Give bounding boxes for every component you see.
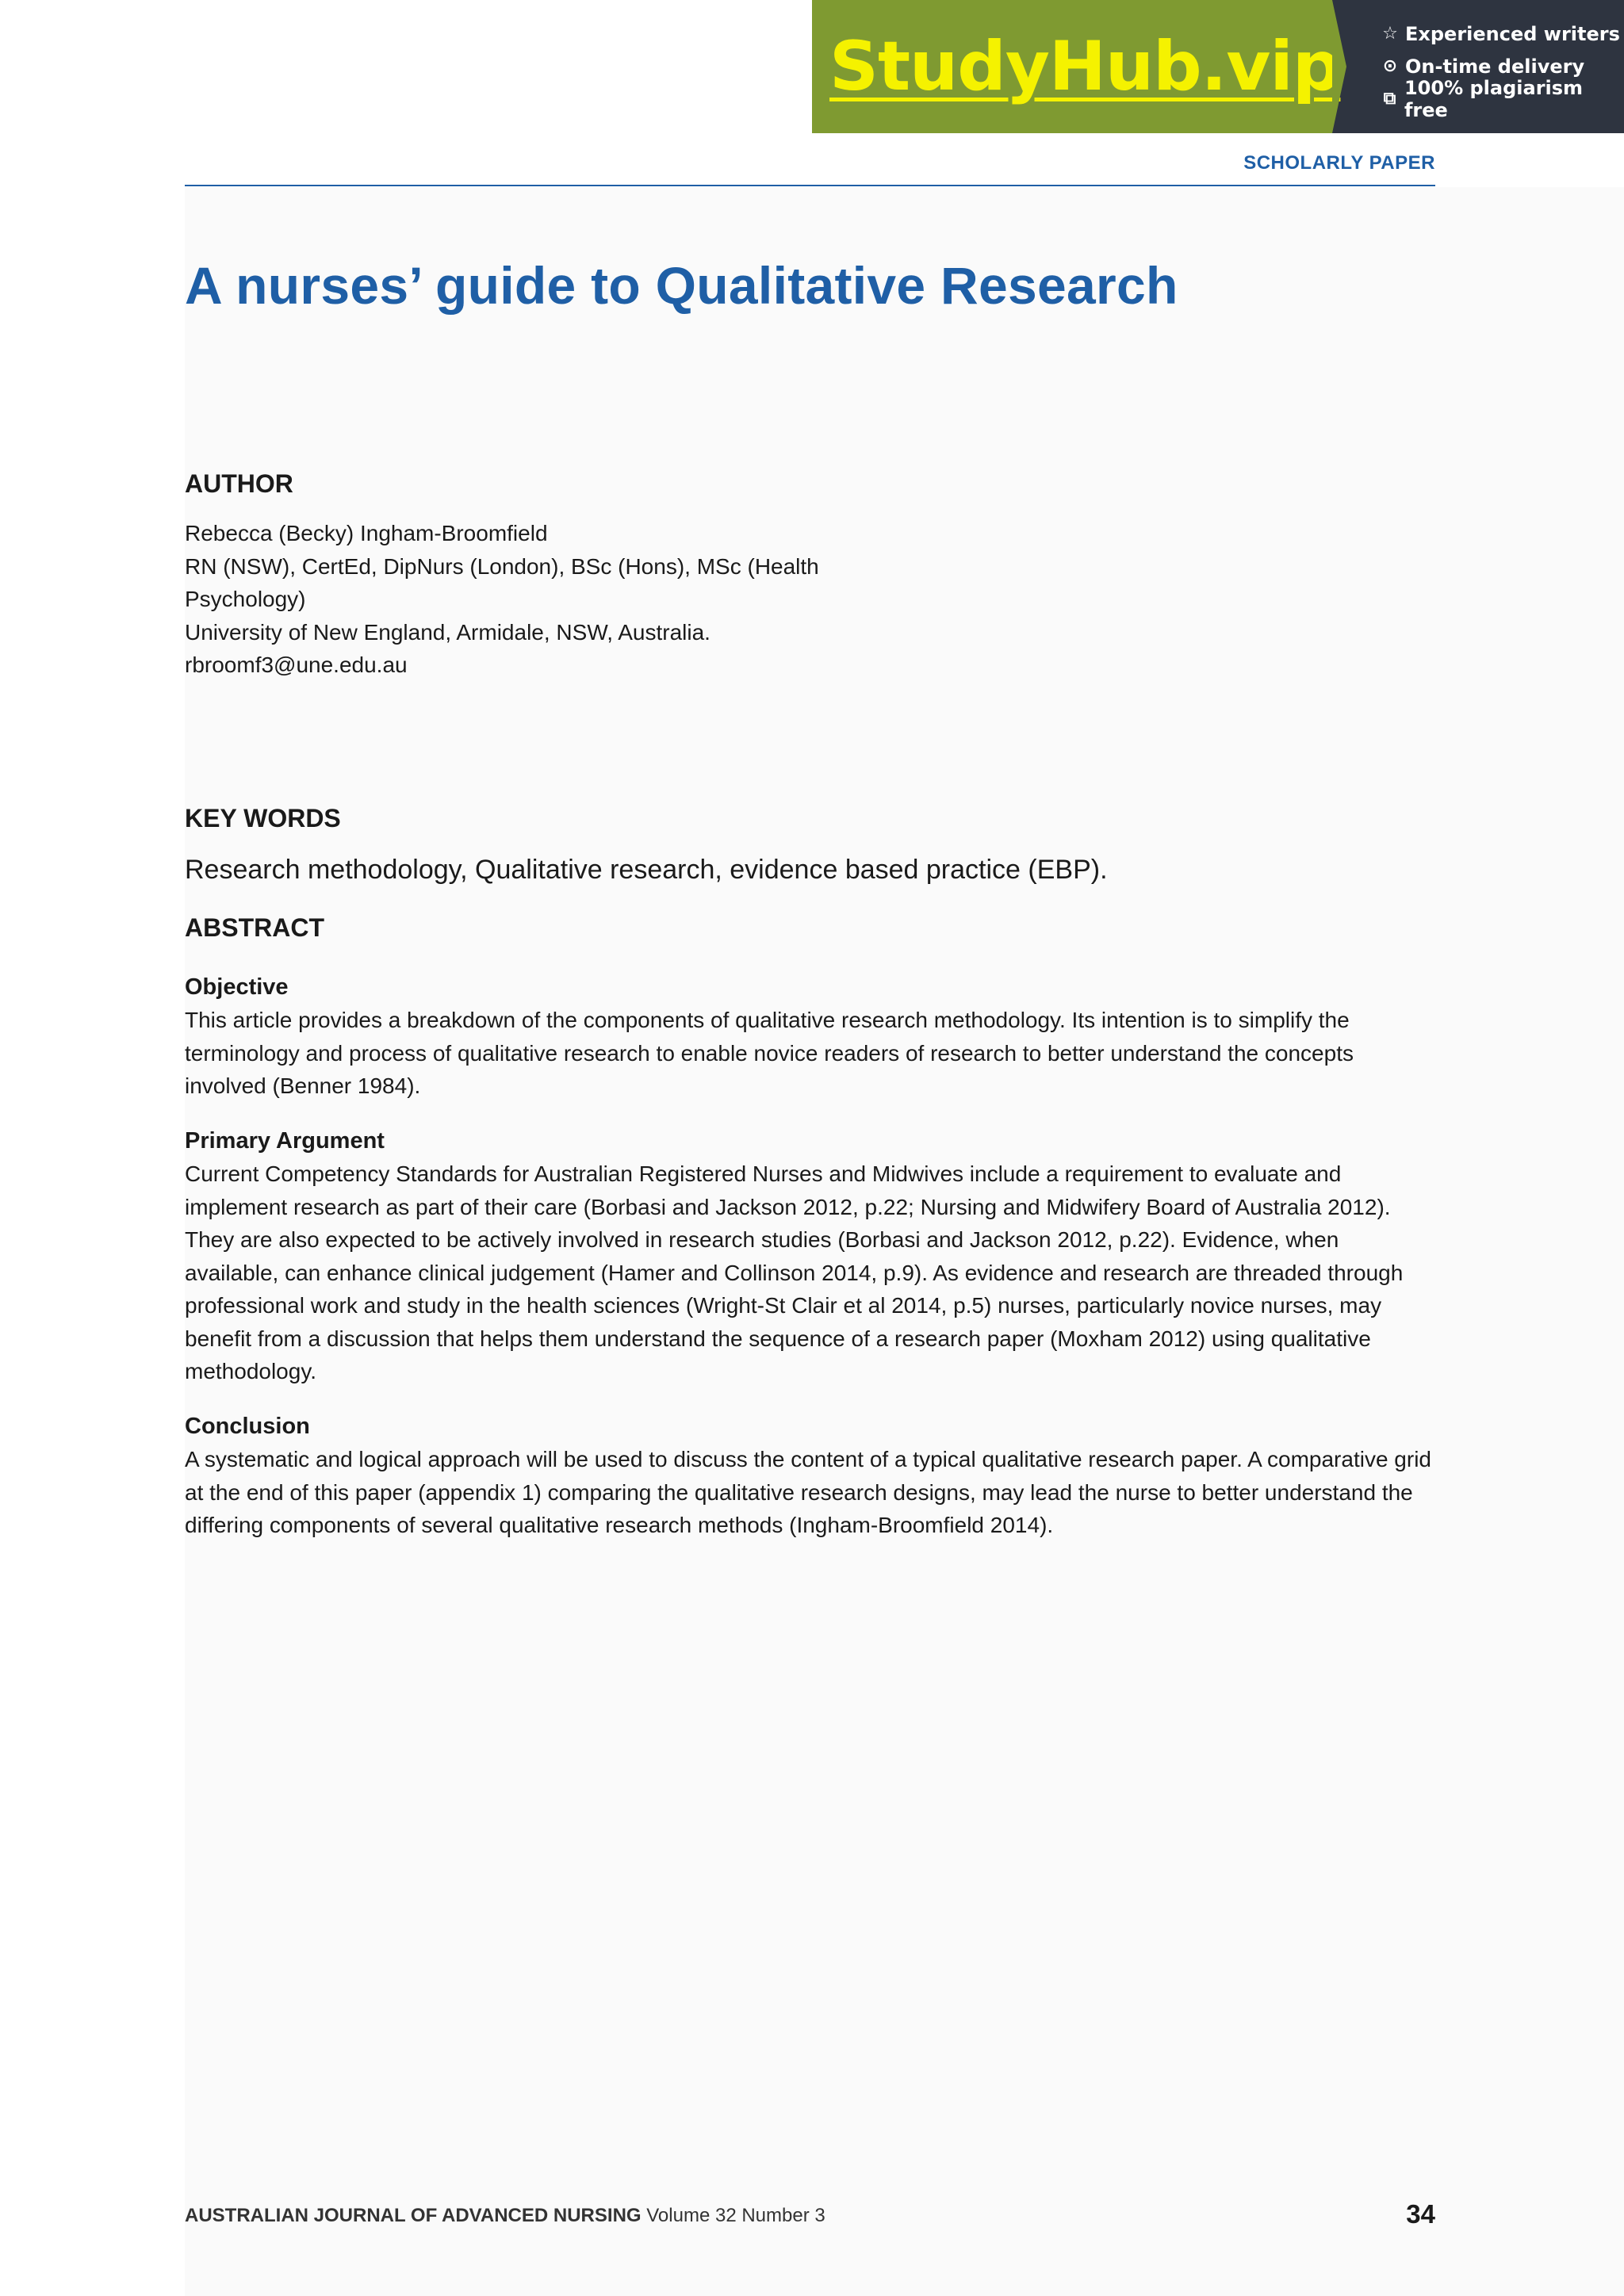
studyhub-ad-banner[interactable] [812, 0, 1624, 133]
brand-panel[interactable] [812, 0, 1341, 133]
abstract-heading: ABSTRACT [185, 913, 324, 942]
journal-issue: Volume 32 Number 3 [646, 2205, 825, 2226]
subsection-title: Conclusion [185, 1414, 310, 1439]
journal-name: AUSTRALIAN JOURNAL OF ADVANCED NURSING [185, 2205, 642, 2226]
paper-title: A nurses’ guide to Qualitative Research [185, 256, 1178, 315]
star-outline-icon: ☆ [1382, 24, 1398, 44]
section-tag: SCHOLARLY PAPER [1243, 152, 1435, 174]
subsection-body: Current Competency Standards for Australian Registered Nurses and Midwives include a requirement to evaluate and implement research as part of their care (Borbasi and Jackson 2012, p.22; Nursing and Midwifery Board of Australia 2012). They are also expected to be actively involved in research studies (Borbasi and Jackson 2012, p.22). Evidence, when available, can enhance clinical judgement (Hamer and Collinson 2014, p.9). As evidence and research are threaded through professional work and study in the health sciences (Wright-St Clair et al 2014, p.5) nurses, particularly novice nurses, may benefit from a discussion that helps them understand the sequence of a research paper (Moxham 2012) using qualitative methodology. [185, 1161, 1404, 1383]
abstract-objective [185, 970, 1435, 1103]
subsection-title: Objective [185, 974, 289, 1000]
feature-item [1380, 17, 1624, 50]
clock-icon: ⊙ [1382, 56, 1398, 76]
subsection-title: Primary Argument [185, 1128, 385, 1154]
brand-logo[interactable]: StudyHub.vip [829, 27, 1341, 106]
author-credentials-cont: Psychology) [185, 587, 306, 611]
author-details [185, 517, 898, 682]
feature-list [1332, 0, 1624, 133]
feature-text: Experienced writers [1405, 22, 1620, 45]
keywords-heading: KEY WORDS [185, 804, 341, 832]
document-copy-icon: ⧉ [1383, 89, 1396, 109]
header-divider [185, 185, 1435, 186]
author-heading: AUTHOR [185, 469, 293, 498]
feature-item [1380, 76, 1624, 121]
keywords-text: Research methodology, Qualitative research, evidence based practice (EBP). [185, 855, 1108, 885]
footer-journal [185, 2205, 825, 2227]
page-number: 34 [1406, 2199, 1435, 2229]
author-affiliation: University of New England, Armidale, NSW, Australia. [185, 619, 710, 645]
feature-text: On-time delivery [1405, 55, 1585, 78]
abstract-conclusion [185, 1410, 1435, 1542]
author-name: Rebecca (Becky) Ingham-Broomfield [185, 521, 548, 545]
subsection-body: A systematic and logical approach will be used to discuss the content of a typical qualitative research paper. A comparative grid at the end of this paper (appendix 1) comparing the qualitative research designs, may lead the nurse to better understand the differing components of several qualitative research methods (Ingham-Broomfield 2014). [185, 1447, 1431, 1537]
abstract-primary-argument [185, 1124, 1435, 1388]
feature-text: 100% plagiarism free [1404, 76, 1584, 121]
subsection-body: This article provides a breakdown of the components of qualitative research methodology. Its intention is to simplify the terminology and process of qualitative research to enable novice readers of research to better understand the concepts involved (Benner 1984). [185, 1008, 1354, 1098]
author-credentials: RN (NSW), CertEd, DipNurs (London), BSc (Hons), MSc (Health [185, 553, 819, 579]
author-email[interactable]: rbroomf3@une.edu.au [185, 652, 408, 677]
